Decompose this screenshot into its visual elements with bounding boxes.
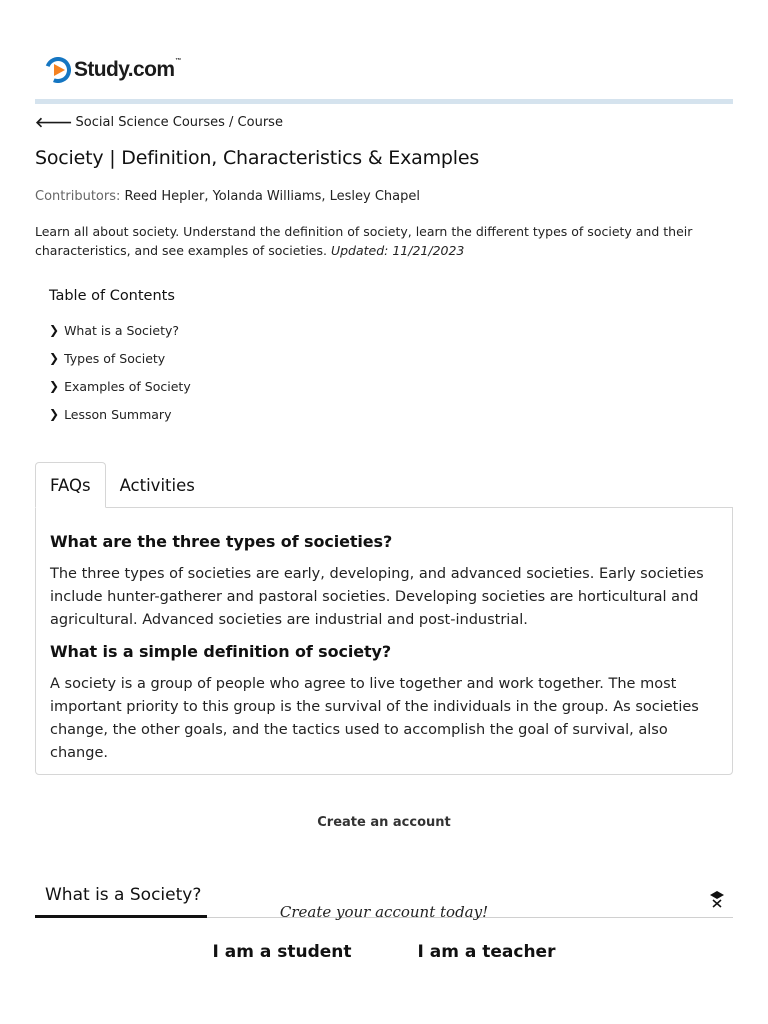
role-selector — [0, 942, 768, 962]
chevron-right-icon: ❯ — [49, 407, 60, 421]
faq-answer: A society is a group of people who agree to live together and work together. The most important priority to this group is the survival of the individuals in the group. As societies change, the other goals, and the tactics used to accomplish the goal of survival, also change. — [50, 676, 699, 761]
updated-date: Updated: 11/21/2023 — [330, 243, 465, 258]
toc-item-label: Examples of Society — [64, 378, 191, 394]
faq-question: What is a simple definition of society? — [50, 642, 392, 661]
toc-item-types-of-society[interactable] — [49, 344, 191, 372]
study-com-logo[interactable] — [45, 57, 181, 83]
toc-item-lesson-summary[interactable] — [49, 400, 191, 428]
contributors — [35, 189, 420, 204]
toc-item-label: Types of Society — [64, 350, 166, 366]
toc-item-label: What is a Society? — [64, 322, 180, 338]
summary-body: Learn all about society. Understand the definition of society, learn the different types of society and their characteristics, and see examples of societies. — [35, 224, 693, 258]
breadcrumb — [35, 114, 283, 131]
tab-what-is-a-society[interactable]: What is a Society? — [35, 878, 207, 918]
faq-activity-tabs — [35, 462, 209, 508]
i-am-a-student-button[interactable]: I am a student — [212, 942, 352, 962]
toc-title: Table of Contents — [49, 288, 175, 304]
breadcrumb-link[interactable]: Social Science Courses / Course — [75, 115, 283, 130]
lesson-summary-text — [35, 222, 725, 260]
contributors-label: Contributors: — [35, 189, 121, 204]
arrow-left-icon[interactable]: 🡐 — [35, 115, 73, 131]
tab-activities[interactable]: Activities — [119, 475, 195, 495]
create-account-promo: Create your account today! — [279, 903, 489, 921]
chevron-right-icon: ❯ — [49, 351, 60, 365]
tab-faqs[interactable]: FAQs — [35, 462, 106, 508]
chevron-right-icon: ❯ — [49, 323, 60, 337]
chevron-right-icon: ❯ — [49, 379, 60, 393]
table-of-contents — [49, 288, 191, 428]
contributors-names: Reed Hepler, Yolanda Williams, Lesley Chapel — [124, 189, 420, 204]
faq-panel — [35, 507, 733, 775]
page-title: Society | Definition, Characteristics & Examples — [35, 147, 480, 169]
play-logo-icon — [45, 57, 71, 83]
toc-item-label: Lesson Summary — [64, 406, 172, 422]
faq-answer: The three types of societies are early, developing, and advanced societies. Early societies include hunter-gatherer and pastoral societies. Developing societies are horticultural and agricultural. Advanced societies are industrial and post-industrial. — [50, 566, 704, 628]
i-am-a-teacher-button[interactable]: I am a teacher — [417, 942, 556, 962]
logo-text: Study.com™ — [74, 58, 181, 81]
site-header — [35, 0, 733, 104]
create-account-link[interactable]: Create an account — [317, 815, 451, 830]
header-divider — [35, 99, 733, 104]
toc-item-what-is-a-society[interactable] — [49, 316, 191, 344]
toc-item-examples-of-society[interactable] — [49, 372, 191, 400]
faq-question: What are the three types of societies? — [50, 532, 393, 551]
